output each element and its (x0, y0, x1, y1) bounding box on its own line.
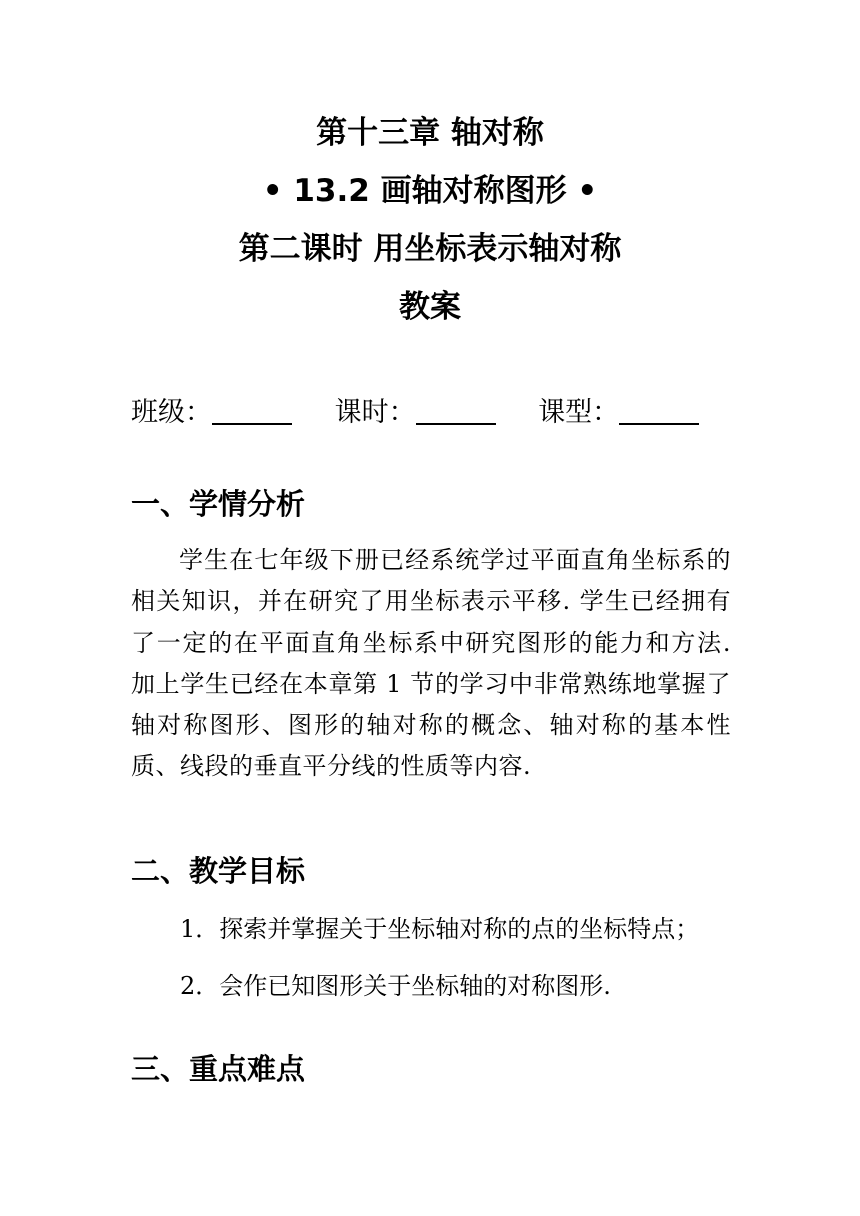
class-field (131, 393, 292, 433)
hours-blank (416, 395, 496, 425)
hours-label: 课时： (334, 397, 416, 428)
type-field (538, 393, 699, 433)
type-label: 课型： (538, 397, 620, 428)
chapter-title: 第十三章 轴对称 (316, 115, 544, 151)
document-title (0, 104, 860, 336)
class-label: 班级： (131, 397, 212, 428)
analysis-heading: 一、学情分析 (131, 487, 306, 521)
hours-field (335, 393, 496, 433)
class-blank (212, 395, 292, 425)
document-type: 教案 (399, 289, 461, 325)
type-blank (619, 395, 699, 425)
objective-item-1: 1．探索并掌握关于坐标轴对称的点的坐标特点； (180, 915, 700, 943)
objective-item-2: 2．会作已知图形关于坐标轴的对称图形. (180, 972, 611, 1000)
section-title: • 13.2 画轴对称图形 • (262, 173, 598, 209)
class-info-row (131, 393, 733, 433)
lesson-title: 第二课时 用坐标表示轴对称 (238, 231, 622, 267)
analysis-paragraph: 学生在七年级下册已经系统学过平面直角坐标系的相关知识，并在研究了用坐标表示平移. 学生已经拥有了一定的在平面直角坐标系中研究图形的能力和方法. 加上学生已经在本章第 1 节的学习中非常熟练地掌握了轴对称图形、图形的轴对称的概念、轴对称的基本性质、线段的垂直平分线的性质等内容. (131, 546, 731, 781)
objectives-heading: 二、教学目标 (131, 854, 306, 888)
key-points-heading: 三、重点难点 (131, 1052, 306, 1086)
